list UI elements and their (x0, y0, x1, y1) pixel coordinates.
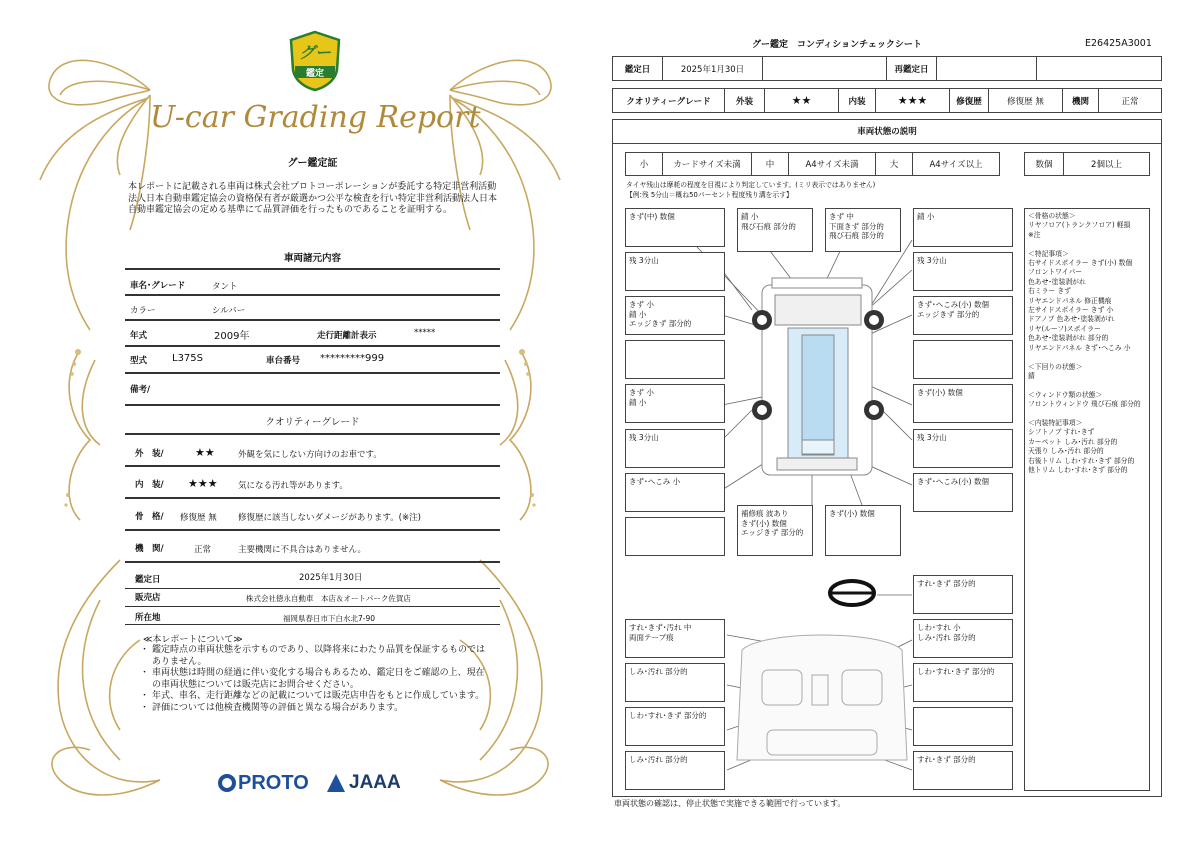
detail-box-right-front-door: きず･へこみ(小) 数個 エッジきず 部分的 (913, 296, 1013, 335)
tire-box-rear-left: 残 3分山 (625, 429, 725, 468)
divider (125, 294, 500, 296)
interior-box-8: すれ･きず 部分的 (913, 751, 1013, 790)
badge-bottom-text: 鑑定 (305, 69, 324, 79)
exterior-label: 外装 (724, 88, 765, 113)
repair-value: 修復歴 無 (988, 88, 1063, 113)
divider (125, 497, 500, 499)
engine-value: 正常 (194, 545, 212, 555)
interior-desc: 気になる汚れ等があります。 (238, 481, 348, 491)
divider (125, 404, 500, 406)
remarks-label: 備考/ (130, 385, 151, 395)
exterior-label: 外 装/ (135, 449, 164, 459)
mileage-value: ***** (414, 328, 436, 338)
repair-label: 修復歴 (949, 88, 989, 113)
tire-box-front-left: 残 3分山 (625, 252, 725, 291)
legend-medium: 中 (751, 152, 789, 176)
divider (125, 606, 500, 607)
tire-box-rear-right: 残 3分山 (913, 429, 1013, 468)
date-value: 2025年1月30日 (662, 56, 763, 81)
legend-large-desc: A4サイズ以上 (912, 152, 1000, 176)
date-label: 鑑定日 (135, 575, 161, 585)
detail-box-right-mid (913, 340, 1013, 379)
model-value: L375S (172, 353, 204, 364)
divider (125, 345, 500, 347)
frame-value: 修復歴 無 (180, 513, 217, 523)
detail-box-front-mid-right: きず 中 下面きず 部分的 飛び石痕 部分的 (825, 208, 901, 252)
proto-logo (218, 770, 309, 796)
steering-wheel-icon (830, 581, 874, 605)
jaaa-logo (327, 770, 401, 796)
interior-box-5: しわ･すれ･きず 部分的 (625, 707, 725, 746)
redate-blank (1036, 56, 1162, 81)
engine-value: 正常 (1098, 88, 1162, 113)
script-title: U-car Grading Report (150, 100, 481, 135)
jaaa-logo-icon (327, 774, 345, 792)
quality-heading: クオリティーグレード (265, 417, 360, 428)
address-value: 福岡県春日市下白水北7-90 (283, 614, 376, 623)
notes-heading: ≪本レポートについて≫ (143, 635, 243, 645)
detail-box-left-rear: きず･へこみ 小 (625, 473, 725, 512)
legend-small-desc: カードサイズ未満 (662, 152, 752, 176)
tire-box-front-right: 残 3分山 (913, 252, 1013, 291)
year-value: 2009年 (214, 331, 250, 342)
sheet-title: グー鑑定 コンディションチェックシート (752, 40, 922, 50)
proto-logo-text: PROTO (238, 771, 309, 794)
notes-list (140, 645, 490, 714)
interior-label: 内 装/ (135, 480, 164, 490)
footer-note: 車両状態の確認は、停止状態で実施できる範囲で行っています。 (614, 799, 846, 808)
divider (125, 465, 500, 467)
note-item: ・ 車両状態は時間の経過に伴い変化する場合もあるため、鑑定日をご確認の上、現在の車両状態については販売店にお問合せください。 (140, 668, 485, 690)
dealer-label: 販売店 (135, 593, 161, 603)
chassis-value: *********999 (320, 353, 385, 364)
detail-box-left-rear-door: きず 小 錆 小 (625, 384, 725, 423)
interior-box-6 (913, 707, 1013, 746)
engine-label: 機関 (1062, 88, 1099, 113)
section-title: 車両状態の説明 (612, 119, 1162, 144)
detail-box-front-mid-left: 錆 小 飛び石痕 部分的 (737, 208, 813, 252)
detail-box-right-rear-door: きず(小) 数個 (913, 384, 1013, 423)
interior-box-4: しわ･すれ･きず 部分的 (913, 663, 1013, 702)
note-item: ・ 評価については他検査機関等の評価と異なる場合があります。 (140, 702, 404, 713)
divider (125, 268, 500, 270)
detail-box-rear-mid-right: きず(小) 数個 (825, 505, 901, 556)
detail-box-left-mid (625, 340, 725, 379)
legend-large: 大 (875, 152, 913, 176)
interior-box-2: しわ･すれ 小 しみ･汚れ 部分的 (913, 619, 1013, 658)
legend-medium-desc: A4サイズ未満 (788, 152, 876, 176)
note-item: ・ 鑑定時点の車両状態を示すものであり、以降将来にわたり品質を保証するものではありません。 (140, 645, 486, 667)
interior-box-1: すれ･きず･汚れ 中 両面テープ痕 (625, 619, 725, 658)
date-value: 2025年1月30日 (299, 573, 363, 583)
divider (125, 433, 500, 435)
proto-logo-icon (218, 774, 236, 792)
interior-box-7: しみ･汚れ 部分的 (625, 751, 725, 790)
color-label: カラー (130, 306, 156, 316)
color-value: シルバー (212, 306, 246, 316)
dealer-value: 株式会社徳永自動車 本店＆オートパーク佐賀店 (246, 594, 411, 603)
model-label: 型式 (130, 356, 148, 366)
interior-box-steering: すれ･きず 部分的 (913, 575, 1013, 614)
year-label: 年式 (130, 331, 148, 341)
detail-box-front-left: きず(中) 数個 (625, 208, 725, 247)
intro-text: 本レポートに記載される車両は株式会社プロトコーポレーションが委託する特定非営利活動法人日本自動車鑑定協会の資格保有者が厳選かつ公平な検査を行い特定非営利活動法人日本自動車鑑定協会の定める基準にて品質評価を行ったものであることを証明する。 (128, 182, 498, 215)
divider (125, 588, 500, 589)
certificate-subtitle: グー鑑定証 (287, 158, 338, 169)
quality-grade-label: クオリティーグレード (612, 88, 725, 113)
gu-kantei-badge (287, 30, 343, 92)
divider (125, 529, 500, 531)
exterior-stars: ★★ (195, 446, 215, 459)
date-label: 鑑定日 (612, 56, 663, 81)
engine-desc: 主要機関に不具合はありません。 (238, 545, 367, 555)
tire-note-2: 【例:残 5分山＝概ね50パーセント程度残り溝を示す】 (626, 191, 793, 199)
detail-box-rear-mid-left: 補修痕 波あり きず(小) 数個 エッジきず 部分的 (737, 505, 813, 556)
tire-note-1: タイヤ残山は摩耗の程度を目視により判定しています。(ミリ表示ではありません) (626, 181, 876, 189)
detail-box-front-right: 錆 小 (913, 208, 1013, 247)
divider (125, 319, 500, 321)
divider (125, 624, 500, 625)
detail-box-rear-left-bottom (625, 517, 725, 556)
address-label: 所在地 (135, 613, 161, 623)
frame-desc: 修復歴に該当しないダメージがあります。(※注) (238, 513, 421, 523)
redate-label: 再鑑定日 (886, 56, 937, 81)
detail-box-right-rear: きず･へこみ(小) 数個 (913, 473, 1013, 512)
interior-stars: ★★★ (188, 477, 218, 490)
divider (125, 372, 500, 374)
date-blank (762, 56, 887, 81)
badge-top-text: グー (298, 43, 331, 62)
interior-box-3: しみ･汚れ 部分的 (625, 663, 725, 702)
name-value: タント (212, 282, 238, 292)
divider (125, 561, 500, 563)
engine-label: 機 関/ (135, 544, 164, 554)
spec-heading: 車両諸元内容 (283, 253, 341, 264)
exterior-desc: 外観を気にしない方向けのお車です。 (238, 450, 382, 460)
mileage-label: 走行距離計表示 (317, 331, 377, 341)
jaaa-logo-text: JAAA (349, 772, 401, 793)
name-label: 車名･グレード (130, 281, 186, 291)
interior-label: 内装 (838, 88, 876, 113)
legend-several-desc: 2個以上 (1063, 152, 1150, 176)
legend-several: 数個 (1024, 152, 1064, 176)
note-item: ・ 年式、車名、走行距離などの記載については販売店申告をもとに作成しています。 (140, 691, 485, 701)
legend-small: 小 (625, 152, 663, 176)
exterior-value: ★★ (764, 88, 839, 113)
side-notes: ＜骨格の状態＞ リヤフロア(トランクフロア) 軽損 ※注 ＜特記事項＞ 右サイドスポイラー きず(小) 数個 フロントワイパー 色あせ･塗装剥がれ 右ミラー きず リヤエンドパネル 修正機痕 左サイドスポイラー きず 小 ドアノブ 色あせ･塗装剥がれ リヤ(ルーフ)スポイラー 色あせ･塗装剥がれ 部分的 リヤエンドパネル きず･へこみ 小 ＜下回りの状態＞ 錆 ＜ウィンドウ類の状態＞ フロントウィンドウ 飛び石痕 部分的 ＜内装特記事項＞ シフトノブ すれ･きず カーペット しみ･汚れ 部分的 天張り しみ･汚れ 部分的 右後トリム しわ･すれ･きず 部分的 他トリム しわ･すれ･きず 部分的 (1024, 208, 1150, 791)
interior-value: ★★★ (875, 88, 950, 113)
chassis-label: 車台番号 (266, 356, 301, 366)
detail-box-left-front-door: きず 小 錆 小 エッジきず 部分的 (625, 296, 725, 335)
redate-value (936, 56, 1037, 81)
frame-label: 骨 格/ (135, 512, 164, 522)
document-id: E26425A3001 (1085, 38, 1152, 49)
